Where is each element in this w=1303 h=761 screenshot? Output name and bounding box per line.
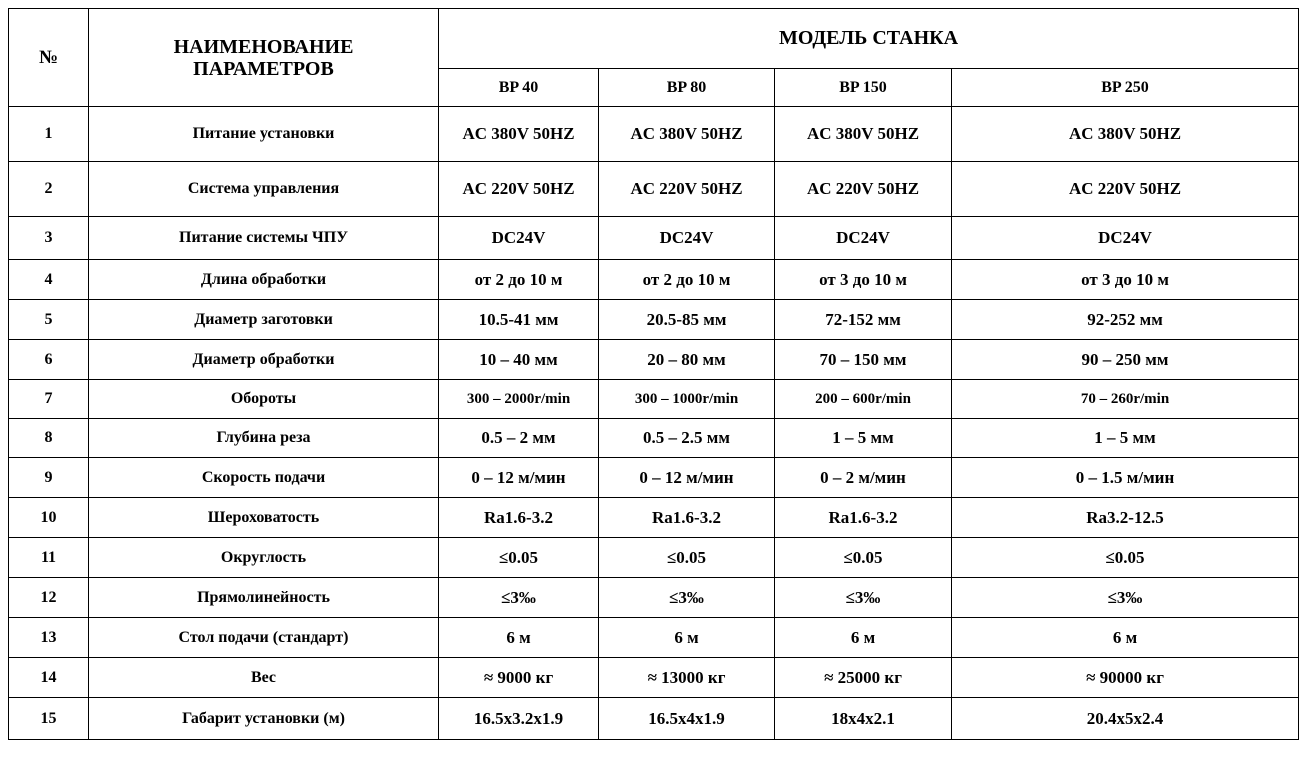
- table-row: [9, 498, 1299, 538]
- row-number: 9: [9, 458, 89, 498]
- value-bp40: 10 – 40 мм: [439, 340, 599, 380]
- parameter-name: Глубина реза: [89, 419, 439, 458]
- value-bp150: 70 – 150 мм: [775, 340, 952, 380]
- table-row: [9, 458, 1299, 498]
- table-row: [9, 618, 1299, 658]
- row-number: 8: [9, 419, 89, 458]
- value-bp150: от 3 до 10 м: [775, 260, 952, 300]
- value-bp40: Ra1.6-3.2: [439, 498, 599, 538]
- row-number: 6: [9, 340, 89, 380]
- row-number: 7: [9, 380, 89, 419]
- value-bp40: ≈ 9000 кг: [439, 658, 599, 698]
- parameter-name: Длина обработки: [89, 260, 439, 300]
- machine-model-header: МОДЕЛЬ СТАНКА: [439, 9, 1299, 69]
- value-bp40: 16.5x3.2x1.9: [439, 698, 599, 740]
- row-number: 4: [9, 260, 89, 300]
- machine-spec-table: [8, 8, 1299, 740]
- value-bp80: AC 380V 50HZ: [599, 107, 775, 162]
- value-bp150: AC 220V 50HZ: [775, 162, 952, 217]
- model-header-bp40: BP 40: [439, 69, 599, 107]
- value-bp80: 20 – 80 мм: [599, 340, 775, 380]
- value-bp40: ≤0.05: [439, 538, 599, 578]
- value-bp150: ≤0.05: [775, 538, 952, 578]
- value-bp150: 200 – 600r/min: [775, 380, 952, 419]
- model-header-bp150: BP 150: [775, 69, 952, 107]
- parameter-name: Округлость: [89, 538, 439, 578]
- parameter-name: Питание системы ЧПУ: [89, 217, 439, 260]
- number-header: №: [9, 9, 89, 107]
- value-bp150: 18x4x2.1: [775, 698, 952, 740]
- value-bp250: 0 – 1.5 м/мин: [952, 458, 1299, 498]
- value-bp150: Ra1.6-3.2: [775, 498, 952, 538]
- table-row: [9, 419, 1299, 458]
- row-number: 13: [9, 618, 89, 658]
- value-bp150: AC 380V 50HZ: [775, 107, 952, 162]
- value-bp80: ≤0.05: [599, 538, 775, 578]
- table-row: [9, 300, 1299, 340]
- value-bp40: ≤3‰: [439, 578, 599, 618]
- value-bp80: 0 – 12 м/мин: [599, 458, 775, 498]
- table-row: [9, 698, 1299, 740]
- parameter-name: Диаметр обработки: [89, 340, 439, 380]
- parameter-header-line2: ПАРАМЕТРОВ: [193, 57, 334, 80]
- value-bp40: 6 м: [439, 618, 599, 658]
- value-bp40: 300 – 2000r/min: [439, 380, 599, 419]
- row-number: 10: [9, 498, 89, 538]
- table-row: [9, 107, 1299, 162]
- row-number: 12: [9, 578, 89, 618]
- table-row: [9, 538, 1299, 578]
- value-bp80: 6 м: [599, 618, 775, 658]
- value-bp40: DC24V: [439, 217, 599, 260]
- value-bp40: AC 380V 50HZ: [439, 107, 599, 162]
- row-number: 5: [9, 300, 89, 340]
- value-bp150: DC24V: [775, 217, 952, 260]
- row-number: 3: [9, 217, 89, 260]
- parameter-name: Габарит установки (м): [89, 698, 439, 740]
- header-row-top: [9, 9, 1299, 69]
- parameter-name: Прямолинейность: [89, 578, 439, 618]
- table-row: [9, 380, 1299, 419]
- value-bp250: 6 м: [952, 618, 1299, 658]
- value-bp80: 0.5 – 2.5 мм: [599, 419, 775, 458]
- parameter-name: Система управления: [89, 162, 439, 217]
- value-bp150: 1 – 5 мм: [775, 419, 952, 458]
- table-row: [9, 578, 1299, 618]
- model-header-bp250: BP 250: [952, 69, 1299, 107]
- table-row: [9, 340, 1299, 380]
- value-bp80: 20.5-85 мм: [599, 300, 775, 340]
- row-number: 1: [9, 107, 89, 162]
- value-bp150: 72-152 мм: [775, 300, 952, 340]
- value-bp80: AC 220V 50HZ: [599, 162, 775, 217]
- parameter-name: Скорость подачи: [89, 458, 439, 498]
- value-bp250: ≈ 90000 кг: [952, 658, 1299, 698]
- value-bp40: 0 – 12 м/мин: [439, 458, 599, 498]
- value-bp40: 10.5-41 мм: [439, 300, 599, 340]
- value-bp80: ≈ 13000 кг: [599, 658, 775, 698]
- value-bp250: AC 220V 50HZ: [952, 162, 1299, 217]
- row-number: 14: [9, 658, 89, 698]
- value-bp80: 16.5x4x1.9: [599, 698, 775, 740]
- value-bp80: от 2 до 10 м: [599, 260, 775, 300]
- value-bp40: 0.5 – 2 мм: [439, 419, 599, 458]
- value-bp80: 300 – 1000r/min: [599, 380, 775, 419]
- table-row: [9, 658, 1299, 698]
- value-bp250: 92-252 мм: [952, 300, 1299, 340]
- parameter-name: Шероховатость: [89, 498, 439, 538]
- value-bp250: Ra3.2-12.5: [952, 498, 1299, 538]
- value-bp250: ≤3‰: [952, 578, 1299, 618]
- value-bp250: AC 380V 50HZ: [952, 107, 1299, 162]
- row-number: 2: [9, 162, 89, 217]
- value-bp80: DC24V: [599, 217, 775, 260]
- parameter-name: Вес: [89, 658, 439, 698]
- value-bp40: AC 220V 50HZ: [439, 162, 599, 217]
- value-bp80: Ra1.6-3.2: [599, 498, 775, 538]
- table-row: [9, 217, 1299, 260]
- parameter-name: Стол подачи (стандарт): [89, 618, 439, 658]
- parameter-name: Диаметр заготовки: [89, 300, 439, 340]
- value-bp80: ≤3‰: [599, 578, 775, 618]
- value-bp250: DC24V: [952, 217, 1299, 260]
- value-bp250: от 3 до 10 м: [952, 260, 1299, 300]
- value-bp40: от 2 до 10 м: [439, 260, 599, 300]
- row-number: 15: [9, 698, 89, 740]
- table-row: [9, 162, 1299, 217]
- parameter-header-line1: НАИМЕНОВАНИЕ: [173, 35, 354, 58]
- value-bp250: 20.4x5x2.4: [952, 698, 1299, 740]
- value-bp150: 0 – 2 м/мин: [775, 458, 952, 498]
- value-bp250: ≤0.05: [952, 538, 1299, 578]
- parameter-name-header: [89, 9, 439, 107]
- value-bp250: 1 – 5 мм: [952, 419, 1299, 458]
- row-number: 11: [9, 538, 89, 578]
- parameter-name: Обороты: [89, 380, 439, 419]
- value-bp150: ≤3‰: [775, 578, 952, 618]
- value-bp150: ≈ 25000 кг: [775, 658, 952, 698]
- value-bp150: 6 м: [775, 618, 952, 658]
- table-row: [9, 260, 1299, 300]
- parameter-name: Питание установки: [89, 107, 439, 162]
- model-header-bp80: BP 80: [599, 69, 775, 107]
- value-bp250: 70 – 260r/min: [952, 380, 1299, 419]
- value-bp250: 90 – 250 мм: [952, 340, 1299, 380]
